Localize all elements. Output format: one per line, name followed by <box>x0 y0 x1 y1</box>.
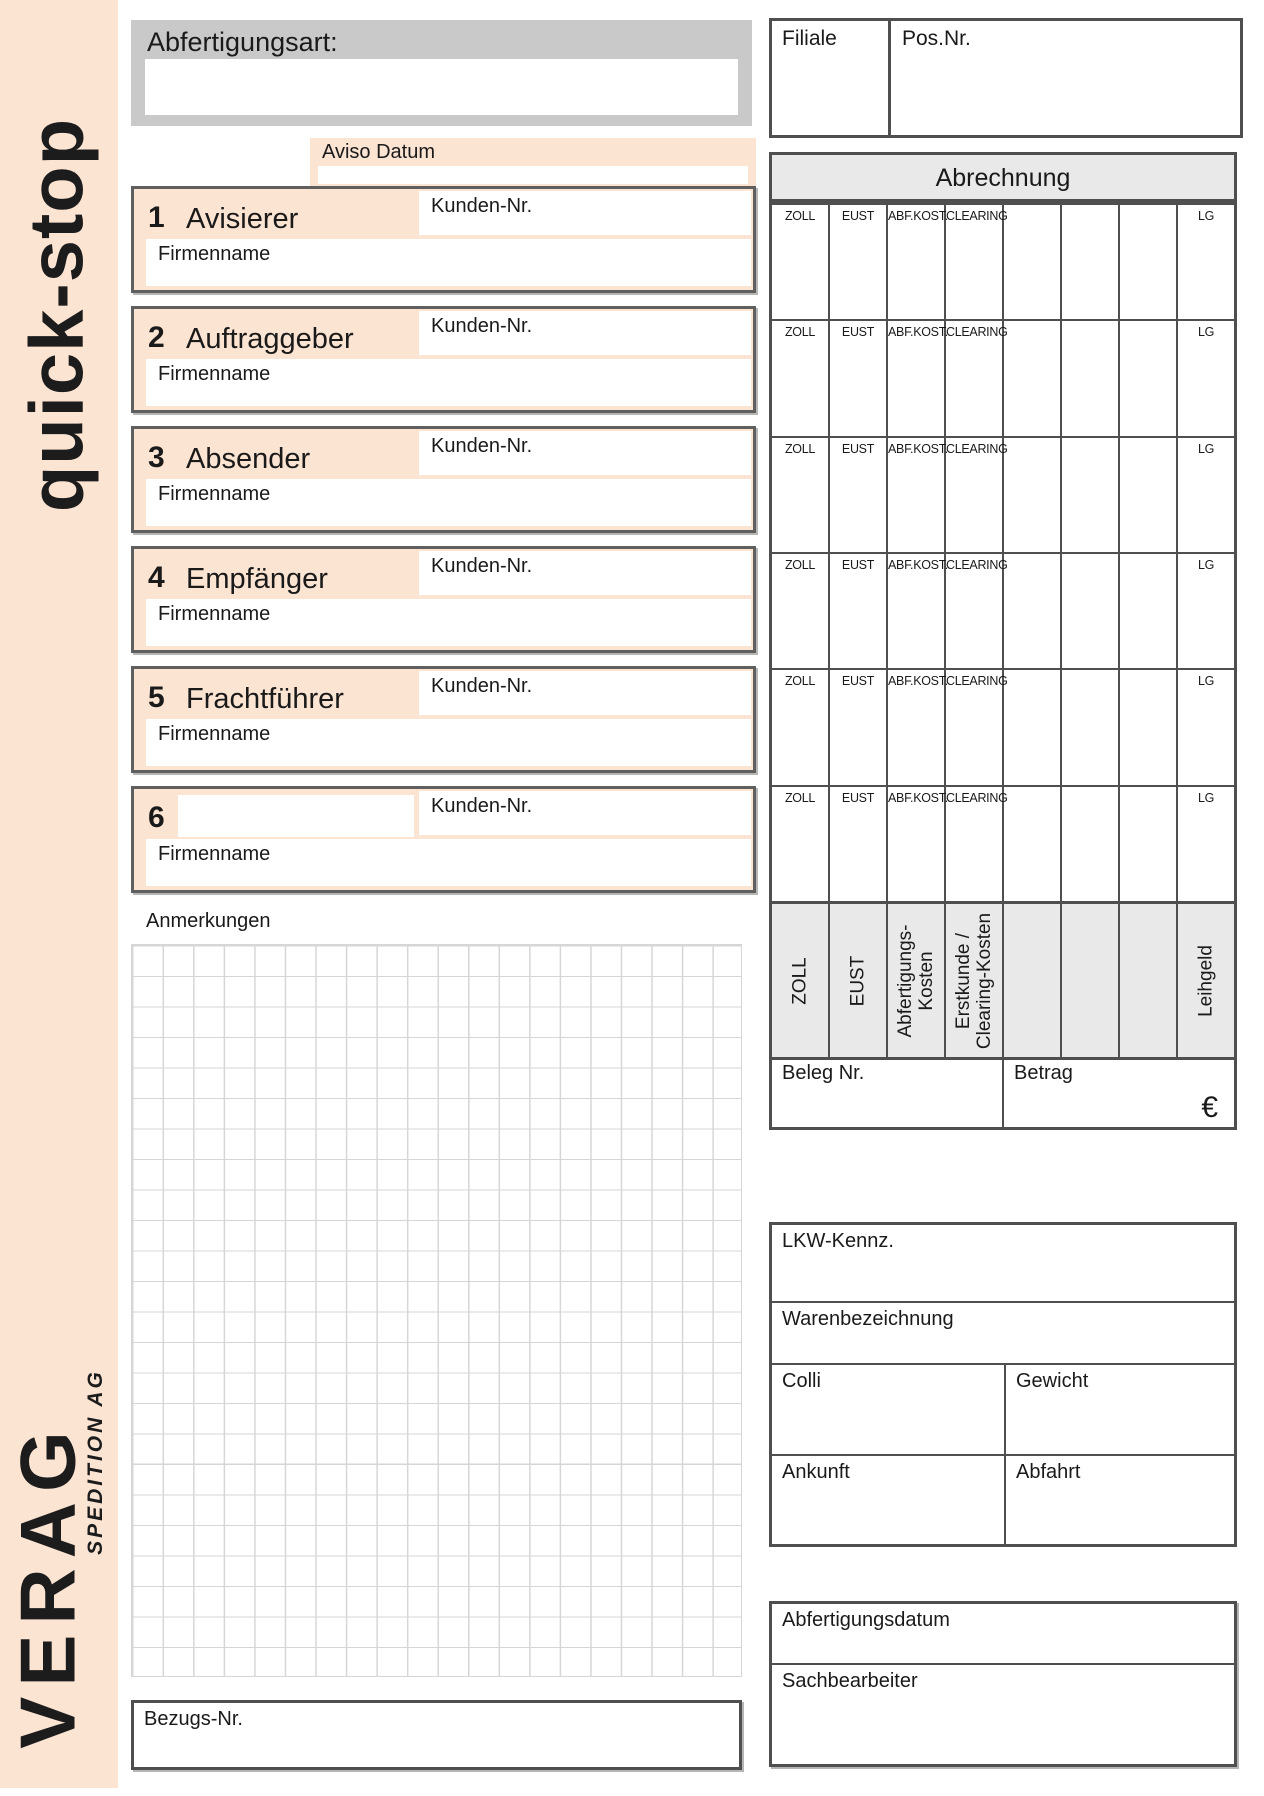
legend-cell-abfertigungskosten <box>888 904 946 1057</box>
sachbearbeiter-label: Sachbearbeiter <box>782 1670 918 1692</box>
section-auftraggeber <box>131 306 756 413</box>
abrechnung-title: Abrechnung <box>935 164 1071 192</box>
col-header: EUST <box>841 441 875 456</box>
gewicht-field[interactable] <box>1006 1365 1234 1454</box>
abrechnung-cell-abfkost[interactable] <box>888 554 946 668</box>
abrechnung-cell-eust[interactable] <box>830 554 888 668</box>
abrechnung-cell-zoll[interactable] <box>772 205 830 319</box>
abrechnung-cell-lg[interactable] <box>1178 321 1234 435</box>
firmenname-label: Firmenname <box>158 243 271 265</box>
abrechnung-cell-eust[interactable] <box>830 321 888 435</box>
kunden-nr-label: Kunden-Nr. <box>431 195 533 217</box>
gewicht-label: Gewicht <box>1016 1370 1089 1392</box>
kunden-nr-label: Kunden-Nr. <box>431 315 533 337</box>
section-title: Frachtführer <box>186 683 344 715</box>
abfertigungsart-field[interactable] <box>145 59 738 115</box>
section-absender <box>131 426 756 533</box>
bezugs-nr-label: Bezugs-Nr. <box>144 1708 243 1730</box>
abrechnung-cell[interactable] <box>1004 321 1062 435</box>
abrechnung-cell[interactable] <box>1120 438 1178 552</box>
abrechnung-cell-zoll[interactable] <box>772 670 830 784</box>
legend-label: Leihgeld <box>1195 944 1217 1017</box>
firmenname-label: Firmenname <box>158 843 271 865</box>
col-header: LG <box>1197 441 1215 456</box>
col-header: LG <box>1197 325 1215 340</box>
section-number: 3 <box>148 441 165 474</box>
col-header: ZOLL <box>784 674 816 689</box>
abrechnung-cell[interactable] <box>1004 438 1062 552</box>
abrechnung-cell-lg[interactable] <box>1178 787 1234 901</box>
kunden-nr-field[interactable] <box>419 671 751 715</box>
firmenname-field[interactable] <box>146 839 751 886</box>
section-empfaenger <box>131 546 756 653</box>
col-header: CLEARING <box>946 441 1008 456</box>
col-header: LG <box>1197 790 1215 805</box>
abrechnung-legend-row <box>772 904 1234 1060</box>
abfertigungsart-label: Abfertigungsart: <box>147 27 338 57</box>
sachbearbeiter-field[interactable] <box>772 1665 1234 1764</box>
section-number: 1 <box>148 201 165 234</box>
aviso-datum-label: Aviso Datum <box>322 141 436 163</box>
warenbezeichnung-field[interactable] <box>772 1303 1234 1365</box>
processing-box <box>769 1601 1237 1767</box>
abrechnung-cell-clearing[interactable] <box>946 787 1008 901</box>
legend-label: EUST <box>847 955 869 1006</box>
firmenname-field[interactable] <box>146 359 751 406</box>
col-header: ZOLL <box>784 557 816 572</box>
firmenname-field[interactable] <box>146 719 751 766</box>
kunden-nr-field[interactable] <box>419 431 751 475</box>
section-number: 6 <box>148 801 165 834</box>
abrechnung-cell-abfkost[interactable] <box>888 321 946 435</box>
col-header: CLEARING <box>946 325 1008 340</box>
abrechnung-cell[interactable] <box>1120 205 1178 319</box>
section-title: Absender <box>186 443 311 475</box>
abrechnung-row <box>772 438 1234 554</box>
logo-spedition-ag: SPEDITION AG <box>84 1369 107 1555</box>
abrechnung-cell-zoll[interactable] <box>772 321 830 435</box>
abrechnung-rows <box>772 205 1234 904</box>
col-header: ABF.KOST. <box>888 325 948 340</box>
abrechnung-cell-abfkost[interactable] <box>888 787 946 901</box>
abrechnung-cell[interactable] <box>1004 205 1062 319</box>
legend-cell-zoll <box>772 904 830 1057</box>
abrechnung-cell-lg[interactable] <box>1178 554 1234 668</box>
abrechnung-cell-clearing[interactable] <box>946 438 1008 552</box>
abrechnung-row <box>772 554 1234 670</box>
aviso-datum-field[interactable] <box>318 166 748 184</box>
abrechnung-cell-abfkost[interactable] <box>888 205 946 319</box>
legend-cell-eust <box>830 904 888 1057</box>
kunden-nr-field[interactable] <box>419 551 751 595</box>
abrechnung-table <box>769 202 1237 1130</box>
col-header: CLEARING <box>946 557 1008 572</box>
legend-label: Erstkunde / Clearing-Kosten <box>953 912 995 1049</box>
col-header: CLEARING <box>946 790 1008 805</box>
beleg-nr-label: Beleg Nr. <box>782 1062 865 1084</box>
section-number: 2 <box>148 321 165 354</box>
section-title: Auftraggeber <box>186 323 354 355</box>
section-six <box>131 786 756 893</box>
kunden-nr-field[interactable] <box>419 791 751 835</box>
firmenname-label: Firmenname <box>158 483 271 505</box>
abrechnung-row <box>772 787 1234 904</box>
firmenname-label: Firmenname <box>158 363 271 385</box>
col-header: ABF.KOST. <box>888 441 948 456</box>
ankunft-abfahrt-row <box>772 1456 1234 1544</box>
filiale-label: Filiale <box>782 27 837 50</box>
abrechnung-cell-abfkost[interactable] <box>888 438 946 552</box>
ankunft-label: Ankunft <box>782 1461 850 1483</box>
section-avisierer <box>131 186 756 293</box>
abfahrt-field[interactable] <box>1006 1456 1234 1544</box>
abrechnung-cell[interactable] <box>1004 670 1062 784</box>
legend-label: ZOLL <box>789 956 811 1005</box>
abrechnung-cell-clearing[interactable] <box>946 554 1008 668</box>
col-header: EUST <box>841 674 875 689</box>
abrechnung-cell[interactable] <box>1004 554 1062 668</box>
abrechnung-cell-clearing[interactable] <box>946 205 1008 319</box>
warenbezeichnung-label: Warenbezeichnung <box>782 1308 954 1330</box>
ankunft-field[interactable] <box>772 1456 1006 1544</box>
abrechnung-cell[interactable] <box>1120 670 1178 784</box>
col-header: CLEARING <box>946 209 1008 223</box>
col-header: CLEARING <box>946 674 1008 689</box>
col-header: ABF.KOST. <box>888 557 948 572</box>
abrechnung-cell-lg[interactable] <box>1178 205 1234 319</box>
col-header: LG <box>1197 674 1215 689</box>
filiale-posnr-box <box>769 18 1243 138</box>
abfahrt-label: Abfahrt <box>1016 1461 1081 1483</box>
abrechnung-cell[interactable] <box>1120 554 1178 668</box>
abrechnung-cell-lg[interactable] <box>1178 670 1234 784</box>
abrechnung-cell-clearing[interactable] <box>946 670 1008 784</box>
abrechnung-cell-zoll[interactable] <box>772 554 830 668</box>
legend-cell <box>1004 904 1062 1057</box>
col-header: ZOLL <box>784 441 816 456</box>
kunden-nr-label: Kunden-Nr. <box>431 795 533 817</box>
abrechnung-cell[interactable] <box>1062 438 1120 552</box>
section-title: Empfänger <box>186 563 328 595</box>
filiale-divider <box>888 21 891 135</box>
abrechnung-cell-eust[interactable] <box>830 670 888 784</box>
colli-label: Colli <box>782 1370 821 1392</box>
section-title: Avisierer <box>186 203 299 235</box>
betrag-field[interactable] <box>1004 1057 1234 1127</box>
col-header: ZOLL <box>784 790 816 805</box>
legend-cell-clearingkosten <box>946 904 1004 1057</box>
firmenname-field[interactable] <box>146 239 751 286</box>
firmenname-label: Firmenname <box>158 723 271 745</box>
legend-label: Abfertigungs-Kosten <box>895 924 937 1038</box>
abfertigungsdatum-field[interactable] <box>772 1604 1234 1665</box>
logo-verag: VERAG <box>3 1421 92 1749</box>
abrechnung-cell-zoll[interactable] <box>772 438 830 552</box>
abrechnung-header <box>769 152 1237 202</box>
legend-cell <box>1062 904 1120 1057</box>
abrechnung-cell-eust[interactable] <box>830 787 888 901</box>
col-header: EUST <box>841 325 875 340</box>
logo-quick-stop: quick-stop <box>14 117 100 513</box>
abrechnung-cell-eust[interactable] <box>830 205 888 319</box>
euro-symbol: € <box>1201 1091 1218 1124</box>
legend-cell <box>1120 904 1178 1057</box>
lkw-kennz-label: LKW-Kennz. <box>782 1230 894 1252</box>
col-header: ABF.KOST. <box>888 674 948 689</box>
abrechnung-cell[interactable] <box>1004 787 1062 901</box>
kunden-nr-field[interactable] <box>419 311 751 355</box>
abrechnung-cell[interactable] <box>1062 321 1120 435</box>
abrechnung-cell[interactable] <box>1120 787 1178 901</box>
lkw-kennz-field[interactable] <box>772 1225 1234 1303</box>
abrechnung-cell[interactable] <box>1062 787 1120 901</box>
anmerkungen-grid[interactable] <box>131 944 742 1677</box>
kunden-nr-label: Kunden-Nr. <box>431 435 533 457</box>
abrechnung-cell[interactable] <box>1062 554 1120 668</box>
firmenname-field[interactable] <box>146 479 751 526</box>
abfertigungsdatum-label: Abfertigungsdatum <box>782 1609 950 1631</box>
kunden-nr-label: Kunden-Nr. <box>431 555 533 577</box>
col-header: LG <box>1197 209 1215 223</box>
section-frachtfuehrer <box>131 666 756 773</box>
abrechnung-row <box>772 670 1234 786</box>
brand-sidebar <box>0 0 118 1788</box>
abrechnung-cell-clearing[interactable] <box>946 321 1008 435</box>
firmenname-field[interactable] <box>146 599 751 646</box>
betrag-label: Betrag <box>1014 1062 1073 1084</box>
legend-cell-leihgeld <box>1178 904 1234 1057</box>
col-header: ABF.KOST. <box>888 209 948 223</box>
col-header: EUST <box>841 557 875 572</box>
abrechnung-row <box>772 205 1234 321</box>
col-header: ABF.KOST. <box>888 790 948 805</box>
beleg-betrag-row <box>772 1057 1234 1127</box>
shipment-box <box>769 1222 1237 1547</box>
col-header: ZOLL <box>784 209 816 223</box>
bezugs-nr-field[interactable] <box>131 1700 742 1770</box>
abrechnung-cell-lg[interactable] <box>1178 438 1234 552</box>
section-six-title-field[interactable] <box>178 795 414 837</box>
abrechnung-row <box>772 321 1234 437</box>
firmenname-label: Firmenname <box>158 603 271 625</box>
anmerkungen-label: Anmerkungen <box>146 910 271 932</box>
abrechnung-cell-eust[interactable] <box>830 438 888 552</box>
kunden-nr-label: Kunden-Nr. <box>431 675 533 697</box>
abfertigungsart-box <box>131 20 752 126</box>
abrechnung-cell-abfkost[interactable] <box>888 670 946 784</box>
aviso-datum-box <box>310 138 756 186</box>
col-header: ZOLL <box>784 325 816 340</box>
abrechnung-cell-zoll[interactable] <box>772 787 830 901</box>
col-header: EUST <box>841 790 875 805</box>
pos-nr-label: Pos.Nr. <box>902 27 971 50</box>
abrechnung-cell[interactable] <box>1062 205 1120 319</box>
abrechnung-cell[interactable] <box>1062 670 1120 784</box>
kunden-nr-field[interactable] <box>419 191 751 235</box>
beleg-nr-field[interactable] <box>772 1057 1004 1127</box>
colli-gewicht-row <box>772 1365 1234 1456</box>
col-header: LG <box>1197 557 1215 572</box>
abrechnung-cell[interactable] <box>1120 321 1178 435</box>
colli-field[interactable] <box>772 1365 1006 1454</box>
section-number: 5 <box>148 681 165 714</box>
section-number: 4 <box>148 561 165 594</box>
col-header: EUST <box>841 209 875 223</box>
